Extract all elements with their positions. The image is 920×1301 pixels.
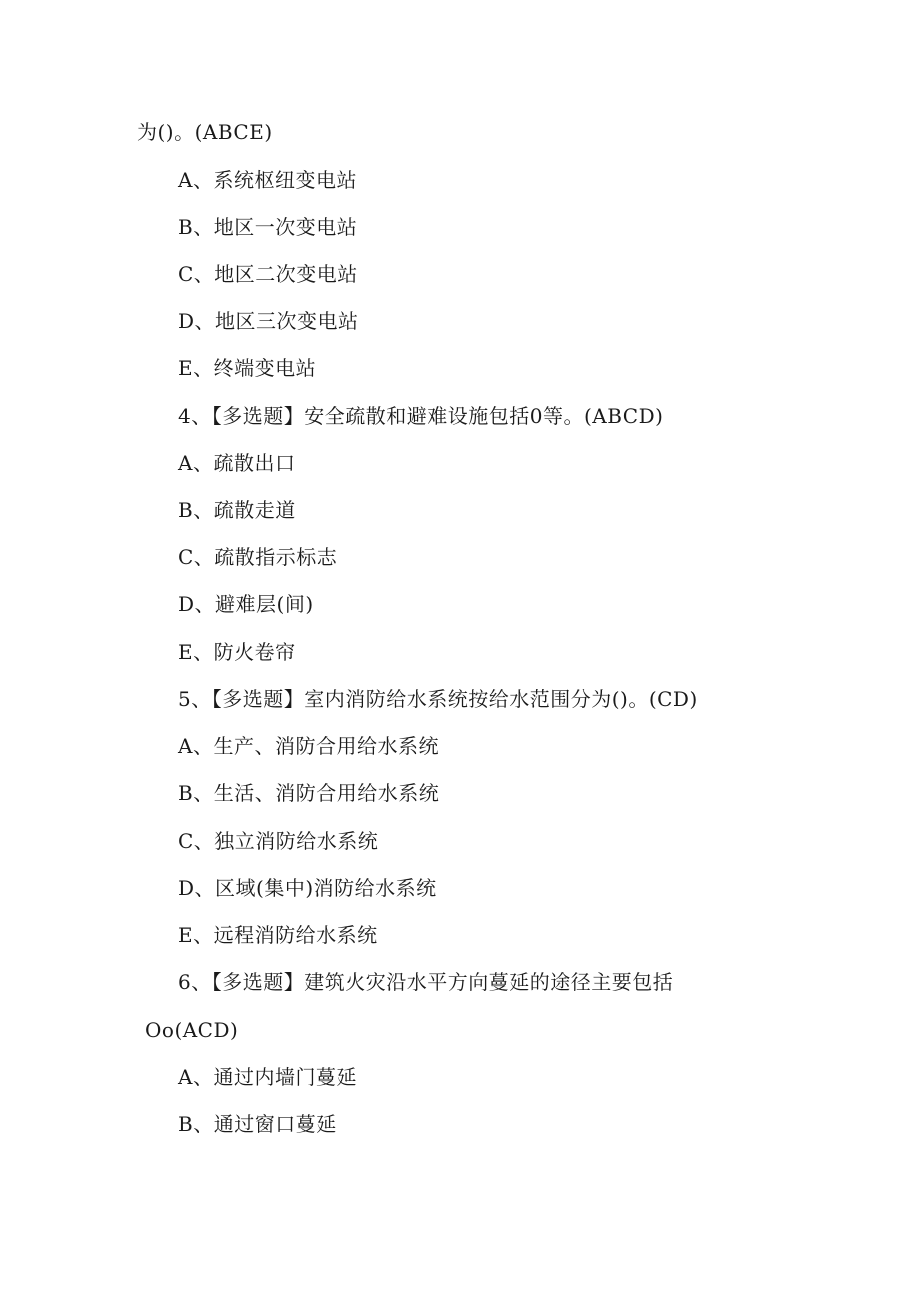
q5-option-e: E、远程消防给水系统 [178,923,378,947]
q6-option-b: B、通过窗口蔓延 [178,1112,337,1136]
question-5: 5、【多选题】室内消防给水系统按给水范围分为()。(CD) [178,687,698,711]
q3-option-e: E、终端变电站 [178,356,317,380]
q3-option-a: A、系统枢纽变电站 [178,168,357,192]
q4-option-e: E、防火卷帘 [178,640,296,664]
q5-option-c: C、独立消防给水系统 [178,829,379,853]
question-6-continuation: Oo(ACD) [145,1018,239,1042]
q5-option-b: B、生活、消防合用给水系统 [178,781,440,805]
question-3-continuation: 为()。(ABCE) [137,120,273,144]
q4-option-b: B、疏散走道 [178,498,296,522]
q3-option-b: B、地区一次变电站 [178,215,358,239]
q4-option-d: D、避难层(间) [178,592,314,616]
q6-option-a: A、通过内墙门蔓延 [178,1065,357,1089]
question-4: 4、【多选题】安全疏散和避难设施包括0等。(ABCD) [178,404,664,428]
question-6: 6、【多选题】建筑火灾沿水平方向蔓延的途径主要包括 [178,970,674,994]
q3-option-c: C、地区二次变电站 [178,262,358,286]
q4-option-c: C、疏散指示标志 [178,545,338,569]
q5-option-d: D、区域(集中)消防给水系统 [178,876,437,900]
q5-option-a: A、生产、消防合用给水系统 [178,734,439,758]
q3-option-d: D、地区三次变电站 [178,309,359,333]
q4-option-a: A、疏散出口 [178,451,296,475]
